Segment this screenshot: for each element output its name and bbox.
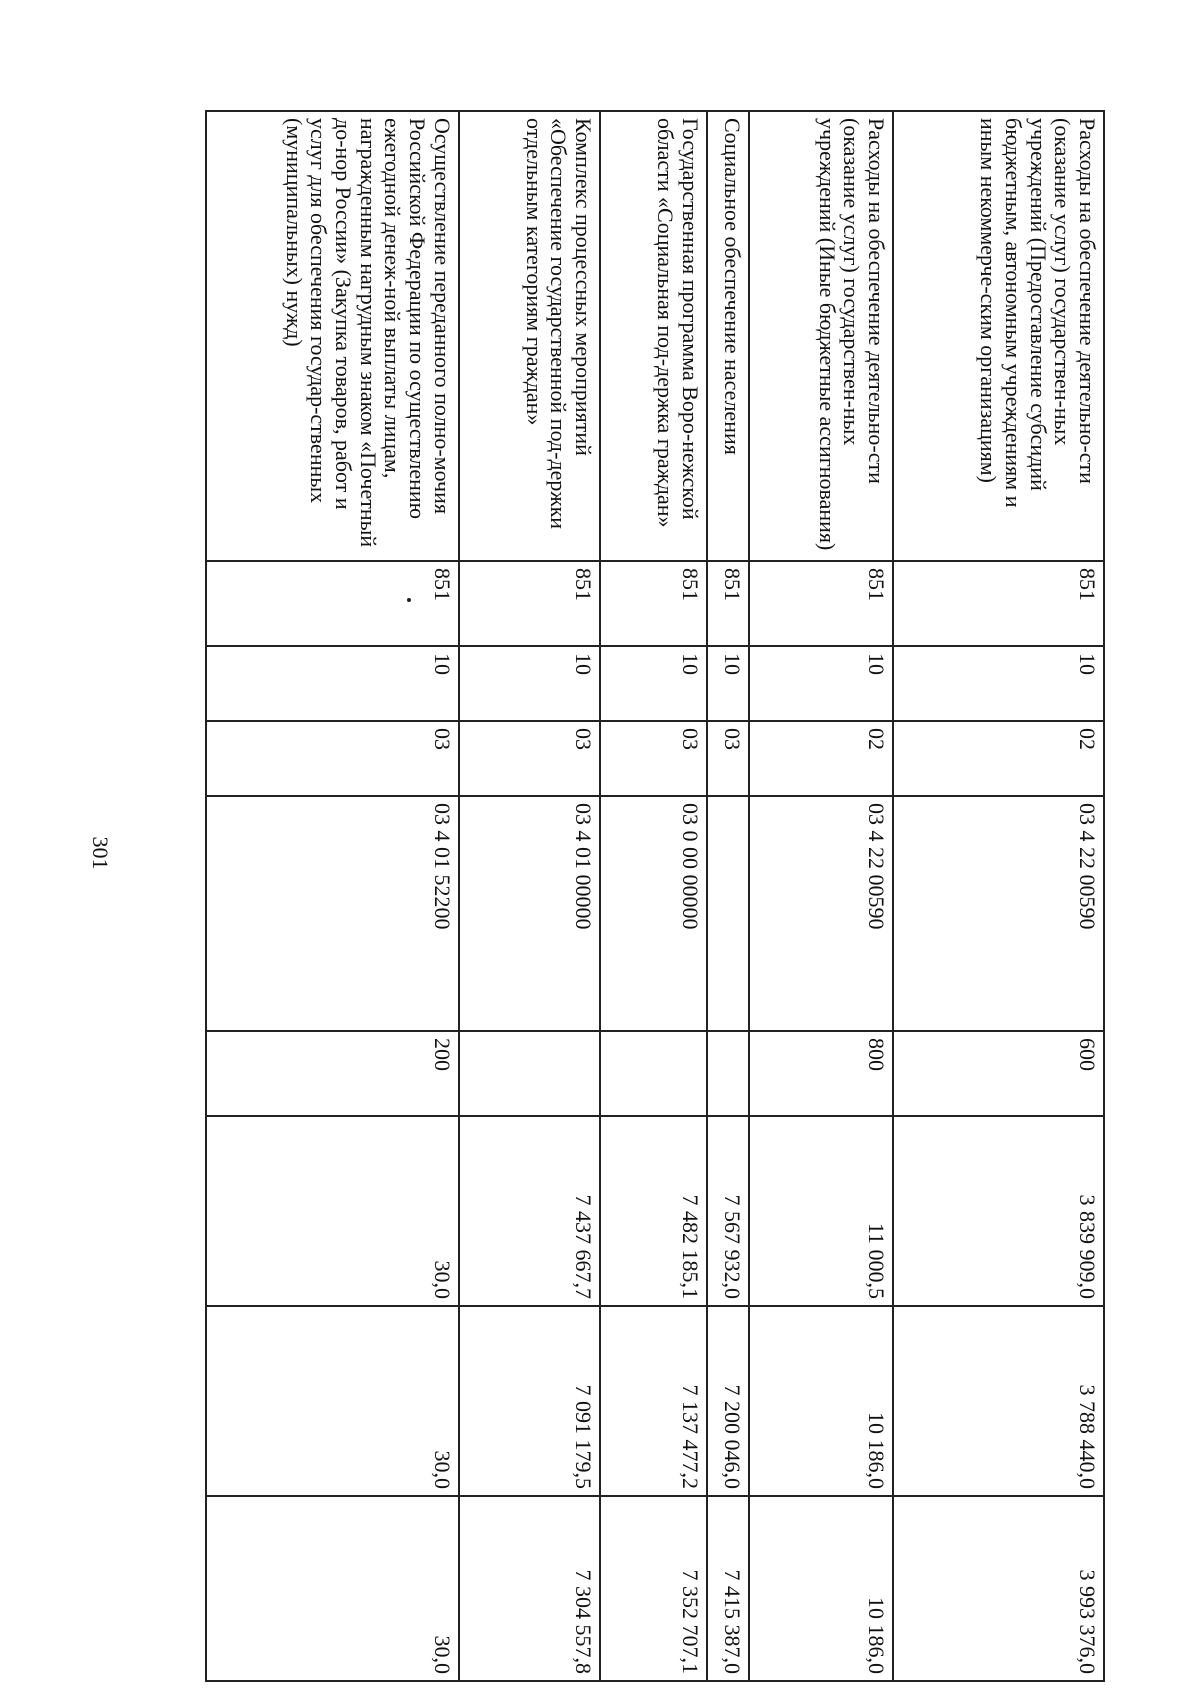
row-name: Расходы на обеспечение деятельно-сти (оказание услуг) государствен-ных учреждений (Предоставление субсидий бюджетным, автономным учреждениям и иным некоммерче-ским организациям) [893, 111, 1104, 561]
row-name: Социальное обеспечение населения [707, 111, 750, 561]
table-row [459, 111, 600, 1681]
pr-code: 03 [600, 721, 707, 796]
rz-code: 10 [206, 646, 459, 721]
rz-code: 10 [707, 646, 750, 721]
year1-amount: 7 567 932,0 [707, 1116, 750, 1306]
csr-code: 03 4 01 52200 [206, 796, 459, 1031]
year2-amount: 7 200 046,0 [707, 1306, 750, 1496]
year1-amount: 7 437 667,7 [459, 1116, 600, 1306]
rz-code: 10 [893, 646, 1104, 721]
row-name: Комплекс процессных мероприятий «Обеспечение государственной под-держки отдельным категориям граждан» [459, 111, 600, 561]
grbs-code: 851 [600, 561, 707, 646]
pr-code: 02 [749, 721, 893, 796]
vr-code [600, 1031, 707, 1116]
year1-amount: 11 000,5 [749, 1116, 893, 1306]
vr-code [707, 1031, 750, 1116]
csr-code: 03 0 00 00000 [600, 796, 707, 1031]
rz-code: 10 [749, 646, 893, 721]
budget-table [205, 110, 1105, 1682]
year3-amount: 30,0 [206, 1496, 459, 1681]
rz-code: 10 [459, 646, 600, 721]
budget-table-rotated [205, 110, 1105, 1680]
year3-amount: 7 415 387,0 [707, 1496, 750, 1681]
vr-code [459, 1031, 600, 1116]
table-row [600, 111, 707, 1681]
vr-code: 200 [206, 1031, 459, 1116]
grbs-code-cell [206, 561, 459, 646]
pr-code: 03 [707, 721, 750, 796]
year2-amount: 7 091 179,5 [459, 1306, 600, 1496]
csr-code: 03 4 22 00590 [893, 796, 1104, 1031]
year1-amount: 30,0 [206, 1116, 459, 1306]
grbs-code: 851 [429, 568, 455, 601]
year1-amount: 3 839 909,0 [893, 1116, 1104, 1306]
year2-amount: 10 186,0 [749, 1306, 893, 1496]
row-name: Государственная программа Воро-нежской области «Социальная под-держка граждан» [600, 111, 707, 561]
vr-code: 800 [749, 1031, 893, 1116]
row-name: Расходы на обеспечение деятельно-сти (оказание услуг) государствен-ных учреждений (Иные бюджетные ассигнования) [749, 111, 893, 561]
year3-amount: 10 186,0 [749, 1496, 893, 1681]
vr-code: 600 [893, 1031, 1104, 1116]
rz-code: 10 [600, 646, 707, 721]
scan-speck [407, 598, 411, 602]
grbs-code: 851 [707, 561, 750, 646]
grbs-code: 851 [749, 561, 893, 646]
table-row [206, 111, 459, 1681]
table-row [749, 111, 893, 1681]
table-row [893, 111, 1104, 1681]
page-number: 301 [88, 836, 113, 870]
year2-amount: 7 137 477,2 [600, 1306, 707, 1496]
year1-amount: 7 482 185,1 [600, 1116, 707, 1306]
pr-code: 02 [893, 721, 1104, 796]
csr-code: 03 4 22 00590 [749, 796, 893, 1031]
year3-amount: 7 304 557,8 [459, 1496, 600, 1681]
csr-code: 03 4 01 00000 [459, 796, 600, 1031]
pr-code: 03 [459, 721, 600, 796]
year2-amount: 30,0 [206, 1306, 459, 1496]
pr-code: 03 [206, 721, 459, 796]
csr-code [707, 796, 750, 1031]
year2-amount: 3 788 440,0 [893, 1306, 1104, 1496]
year3-amount: 3 993 376,0 [893, 1496, 1104, 1681]
grbs-code: 851 [459, 561, 600, 646]
row-name: Осуществление переданного полно-мочия Российской Федерации по осуществлению ежегодной денеж-ной выплаты лицам, награжденным нагрудным знаком «Почетный до-нор России» (Закупка товаров, работ и услуг для обеспечения государ-ственных (муниципальных) нужд) [206, 111, 459, 561]
grbs-code: 851 [893, 561, 1104, 646]
year3-amount: 7 352 707,1 [600, 1496, 707, 1681]
table-row [707, 111, 750, 1681]
